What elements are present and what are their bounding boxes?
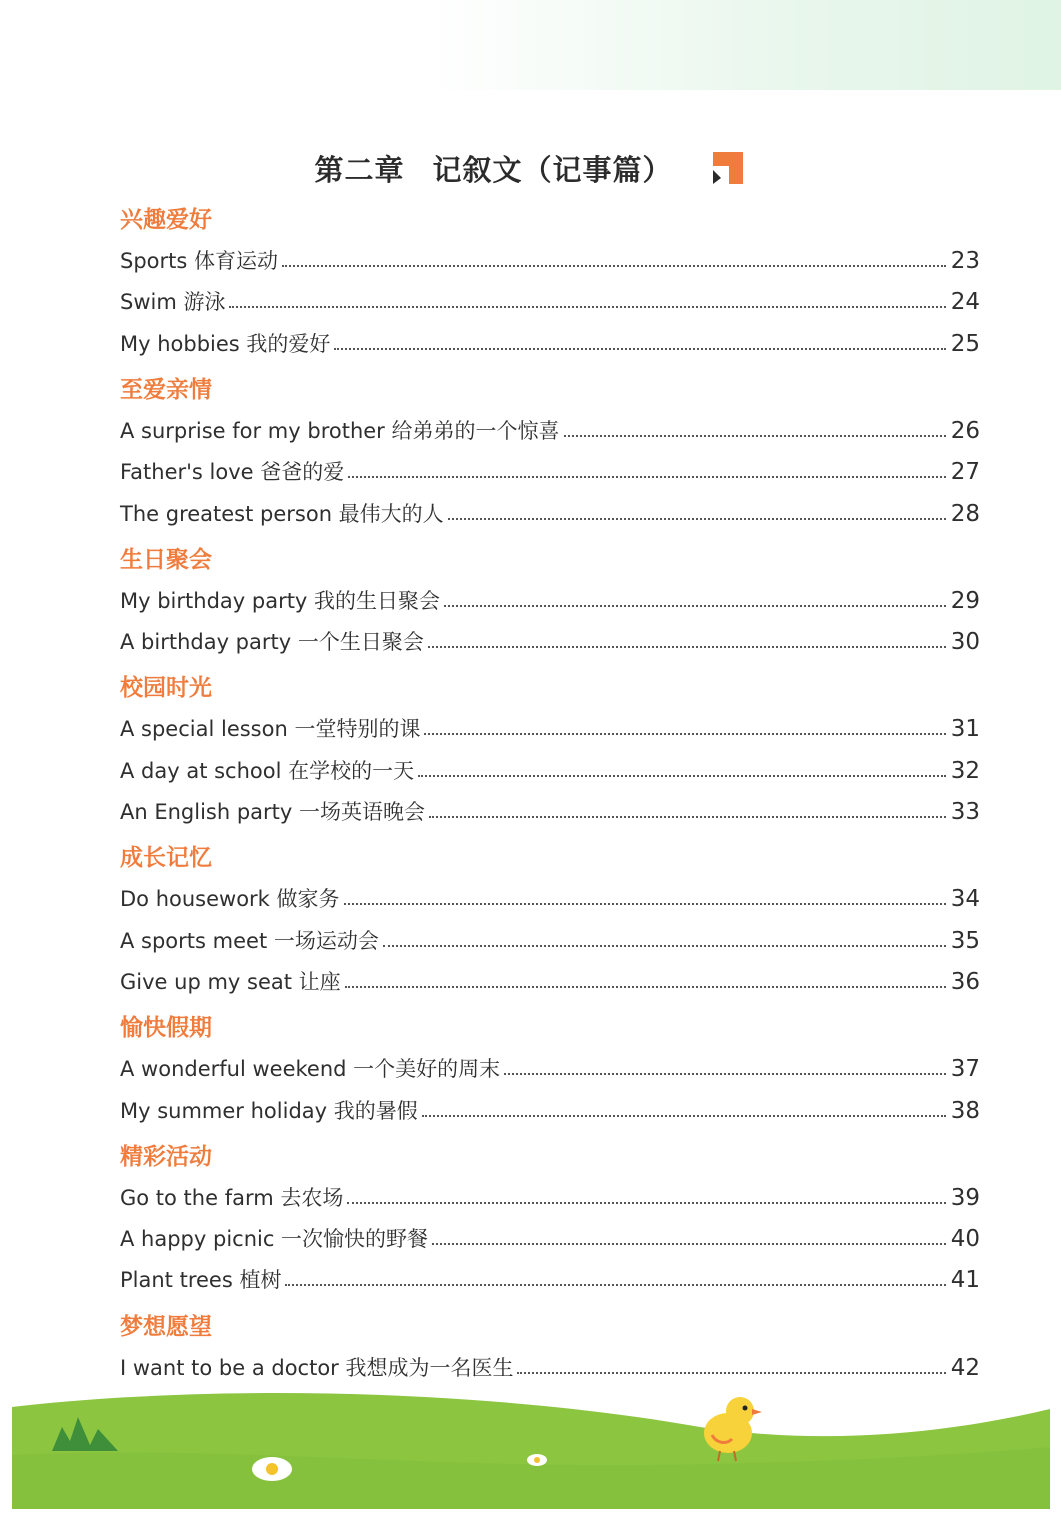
dot-leader bbox=[424, 733, 946, 735]
dot-leader bbox=[345, 986, 946, 988]
dot-leader bbox=[429, 816, 946, 818]
page-number: 25 bbox=[950, 330, 980, 357]
page-number: 34 bbox=[950, 886, 980, 913]
page-number: 41 bbox=[950, 1267, 980, 1294]
dot-leader bbox=[504, 1073, 946, 1075]
toc-entry[interactable] bbox=[120, 882, 980, 914]
dot-leader bbox=[229, 306, 946, 308]
entry-title: A day at school 在学校的一天 bbox=[120, 758, 415, 783]
dot-leader bbox=[348, 476, 946, 478]
page-number: 37 bbox=[950, 1056, 980, 1083]
page-number: 32 bbox=[950, 757, 980, 784]
dot-leader bbox=[282, 265, 946, 267]
entry-title: A happy picnic 一次愉快的野餐 bbox=[120, 1227, 429, 1252]
entry-title: Give up my seat 让座 bbox=[120, 969, 341, 994]
section-heading: 至爱亲情 bbox=[120, 376, 212, 403]
dot-leader bbox=[444, 605, 946, 607]
page-number: 27 bbox=[950, 459, 980, 486]
entry-title: Go to the farm 去农场 bbox=[120, 1185, 344, 1210]
toc-entry[interactable] bbox=[120, 455, 980, 487]
toc-entry[interactable] bbox=[120, 754, 980, 786]
toc-entry[interactable] bbox=[120, 625, 980, 657]
section-heading: 校园时光 bbox=[120, 675, 212, 702]
toc-entry[interactable] bbox=[120, 497, 980, 529]
page-number: 42 bbox=[950, 1354, 980, 1381]
entry-title: A birthday party 一个生日聚会 bbox=[120, 630, 424, 655]
toc-entry[interactable] bbox=[120, 712, 980, 744]
dot-leader bbox=[428, 646, 946, 648]
page-number: 39 bbox=[950, 1184, 980, 1211]
grass-landscape bbox=[0, 1385, 1061, 1521]
entry-title: My birthday party 我的生日聚会 bbox=[120, 588, 441, 613]
entry-title: My summer holiday 我的暑假 bbox=[120, 1098, 418, 1123]
toc-entry[interactable] bbox=[120, 1181, 980, 1213]
toc-entry[interactable] bbox=[120, 1222, 980, 1254]
dot-leader bbox=[422, 1115, 946, 1117]
entry-title: Swim 游泳 bbox=[120, 290, 226, 315]
section-heading: 成长记忆 bbox=[120, 845, 212, 872]
entry-title: Do housework 做家务 bbox=[120, 887, 340, 912]
chapter-number: 第二章 bbox=[314, 152, 405, 187]
page-number: 24 bbox=[950, 289, 980, 316]
toc-entry[interactable] bbox=[120, 1263, 980, 1295]
toc-entry[interactable] bbox=[120, 414, 980, 446]
entry-title: I want to be a doctor 我想成为一名医生 bbox=[120, 1355, 514, 1380]
page-number: 40 bbox=[950, 1226, 980, 1253]
section-heading: 梦想愿望 bbox=[120, 1313, 212, 1340]
page-number: 38 bbox=[950, 1097, 980, 1124]
dot-leader bbox=[383, 945, 946, 947]
toc-entry[interactable] bbox=[120, 1351, 980, 1383]
dot-leader bbox=[344, 903, 946, 905]
entry-title: Father's love 爸爸的爱 bbox=[120, 460, 345, 485]
toc-entry[interactable] bbox=[120, 285, 980, 317]
page-number: 33 bbox=[950, 799, 980, 825]
entry-title: An English party 一场英语晚会 bbox=[120, 800, 426, 824]
toc-entry[interactable] bbox=[120, 924, 980, 956]
section-heading: 生日聚会 bbox=[120, 546, 212, 573]
entry-title: A sports meet 一场运动会 bbox=[120, 928, 379, 953]
toc-entry[interactable] bbox=[120, 795, 980, 827]
section-heading: 兴趣爱好 bbox=[120, 207, 212, 233]
toc-entry[interactable] bbox=[120, 327, 980, 359]
page-number: 30 bbox=[950, 629, 980, 656]
page-number: 35 bbox=[950, 927, 980, 954]
toc-entry[interactable] bbox=[120, 965, 980, 997]
section-heading: 愉快假期 bbox=[120, 1015, 212, 1042]
dot-leader bbox=[418, 775, 946, 777]
entry-title: A special lesson 一堂特别的课 bbox=[120, 717, 421, 742]
top-background-wash bbox=[0, 0, 1061, 90]
page-number: 31 bbox=[950, 716, 980, 743]
toc-entry[interactable] bbox=[120, 1094, 980, 1126]
chapter-name: 记叙文（记事篇） bbox=[432, 152, 673, 187]
toc-entry[interactable] bbox=[120, 584, 980, 616]
page-number: 28 bbox=[950, 500, 980, 527]
chapter-title bbox=[0, 146, 1061, 190]
toc-entry[interactable] bbox=[120, 244, 980, 276]
dot-leader bbox=[347, 1202, 946, 1204]
dot-leader bbox=[285, 1284, 946, 1286]
entry-title: A wonderful weekend 一个美好的周末 bbox=[120, 1057, 501, 1082]
orange-bracket-icon bbox=[707, 148, 747, 188]
dot-leader bbox=[517, 1372, 946, 1374]
section-heading: 精彩活动 bbox=[120, 1143, 212, 1170]
dot-leader bbox=[448, 518, 946, 520]
dot-leader bbox=[564, 435, 947, 437]
page-number: 29 bbox=[950, 587, 980, 614]
entry-title: The greatest person 最伟大的人 bbox=[120, 501, 444, 526]
dot-leader bbox=[334, 348, 946, 350]
toc-entry[interactable] bbox=[120, 1052, 980, 1084]
page-number: 26 bbox=[950, 417, 980, 444]
entry-title: Sports 体育运动 bbox=[120, 249, 278, 273]
entry-title: Plant trees 植树 bbox=[120, 1268, 282, 1293]
page-number: 36 bbox=[950, 968, 980, 995]
entry-title: My hobbies 我的爱好 bbox=[120, 331, 331, 356]
page-number: 23 bbox=[950, 248, 980, 274]
entry-title: A surprise for my brother 给弟弟的一个惊喜 bbox=[120, 418, 560, 443]
dot-leader bbox=[432, 1243, 946, 1245]
